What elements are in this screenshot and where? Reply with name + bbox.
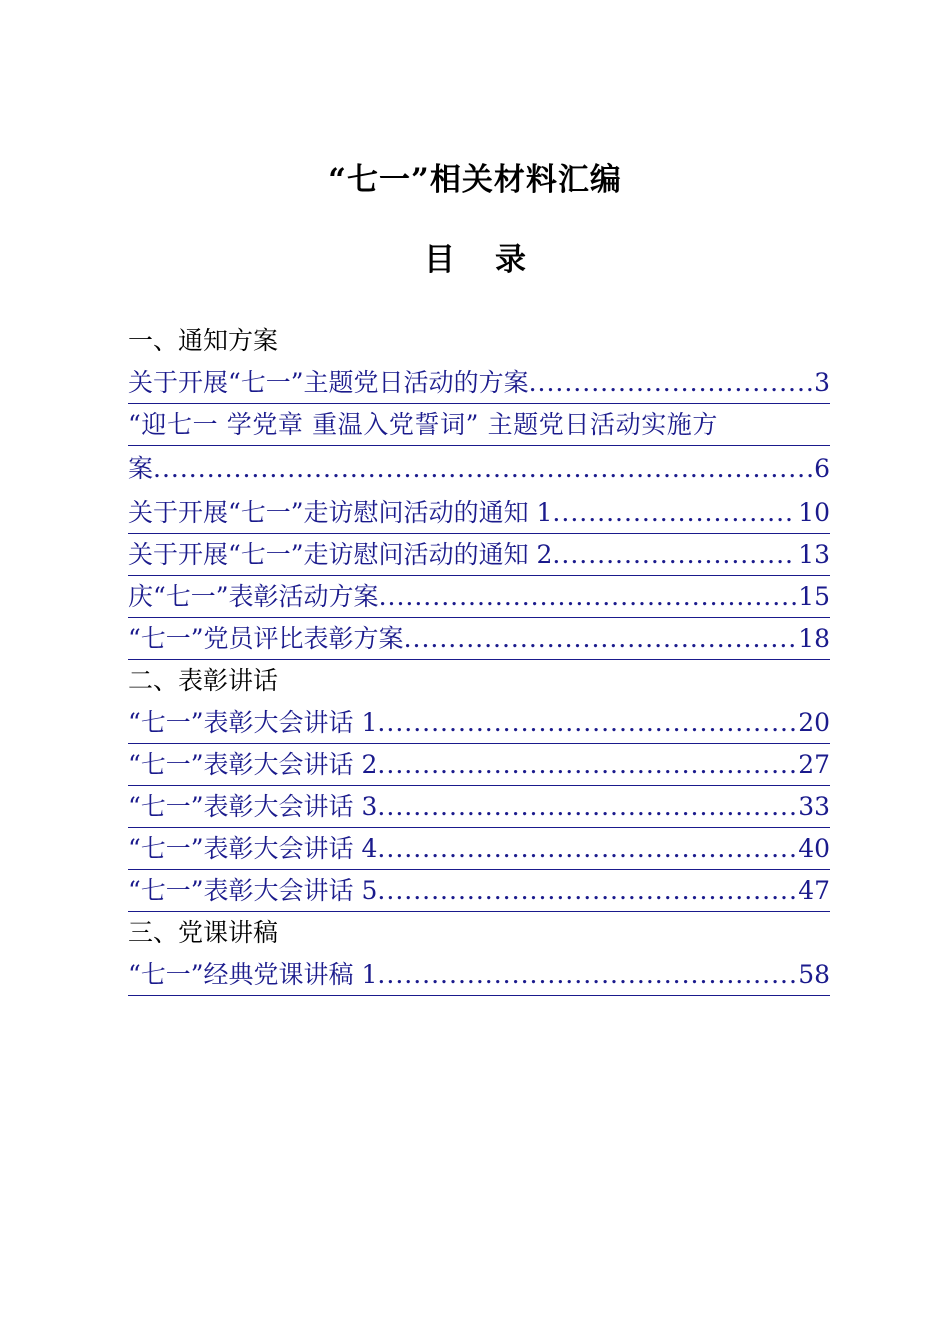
toc-entry-page: 18 xyxy=(798,624,830,653)
toc-entry-line2 xyxy=(128,446,830,492)
toc-entry[interactable] xyxy=(128,534,830,576)
toc-entry[interactable] xyxy=(128,870,830,912)
toc-entry-title: “七一”党员评比表彰方案 xyxy=(128,624,404,653)
toc-entry[interactable] xyxy=(128,702,830,744)
toc-entry-title-line1: “迎七一 学党章 重温入党誓词” 主题党日活动实施方 xyxy=(128,404,830,446)
toc-entry[interactable] xyxy=(128,828,830,870)
toc-entry[interactable] xyxy=(128,362,830,404)
toc-leader-dots xyxy=(377,786,796,828)
toc-entry-title-line2: 案 xyxy=(128,454,154,483)
toc-section-heading: 二、表彰讲话 xyxy=(128,666,279,695)
toc-entry-title: 关于开展“七一”走访慰问活动的通知 2 xyxy=(128,540,553,569)
toc-entry-page: 40 xyxy=(798,834,830,863)
toc-leader-dots xyxy=(552,534,796,576)
toc-entry-page: 3 xyxy=(814,368,830,397)
toc-entry-page: 58 xyxy=(798,960,830,989)
toc-leader-dots xyxy=(377,954,796,996)
toc-entry[interactable] xyxy=(128,744,830,786)
toc-leader-dots xyxy=(377,744,796,786)
toc-entry-page: 20 xyxy=(798,708,830,737)
toc-entry-title: “七一”经典党课讲稿 1 xyxy=(128,960,378,989)
toc-entry-title: “七一”表彰大会讲话 3 xyxy=(128,792,378,821)
toc-entry-page: 10 xyxy=(798,498,830,527)
toc-leader-dots xyxy=(377,870,796,912)
toc-entry[interactable] xyxy=(128,954,830,996)
toc-entry-title: “七一”表彰大会讲话 5 xyxy=(128,876,378,905)
toc-entry-page: 6 xyxy=(814,454,830,483)
toc-leader-dots xyxy=(379,576,797,618)
toc-entry-title: “七一”表彰大会讲话 2 xyxy=(128,750,378,779)
toc-entry-title: 关于开展“七一”主题党日活动的方案 xyxy=(128,368,529,397)
table-of-contents xyxy=(128,320,830,996)
toc-leader-dots xyxy=(529,362,813,404)
toc-section-heading: 一、通知方案 xyxy=(128,326,279,355)
toc-entry-page: 15 xyxy=(798,582,830,611)
toc-entry-page: 13 xyxy=(798,540,830,569)
toc-heading-right: 录 xyxy=(495,242,526,278)
toc-entry-page: 47 xyxy=(798,876,830,905)
toc-section-heading: 三、党课讲稿 xyxy=(128,918,279,947)
toc-entry[interactable] xyxy=(128,404,830,492)
toc-entry-title: 庆“七一”表彰活动方案 xyxy=(128,582,379,611)
toc-leader-dots xyxy=(153,446,814,492)
toc-entry-title: “七一”表彰大会讲话 1 xyxy=(128,708,378,737)
toc-leader-dots xyxy=(377,702,796,744)
toc-entry[interactable] xyxy=(128,492,830,534)
toc-entry-page: 33 xyxy=(798,792,830,821)
toc-entry-page: 27 xyxy=(798,750,830,779)
toc-entry-title: “七一”表彰大会讲话 4 xyxy=(128,834,378,863)
toc-entry-title: 关于开展“七一”走访慰问活动的通知 1 xyxy=(128,498,553,527)
toc-leader-dots xyxy=(552,492,796,534)
toc-leader-dots xyxy=(404,618,797,660)
toc-heading xyxy=(0,238,950,282)
toc-heading-left: 目 xyxy=(424,242,455,278)
toc-entry[interactable] xyxy=(128,618,830,660)
toc-leader-dots xyxy=(377,828,796,870)
toc-entry[interactable] xyxy=(128,786,830,828)
toc-entry[interactable] xyxy=(128,576,830,618)
document-title: “七一”相关材料汇编 xyxy=(328,162,622,198)
